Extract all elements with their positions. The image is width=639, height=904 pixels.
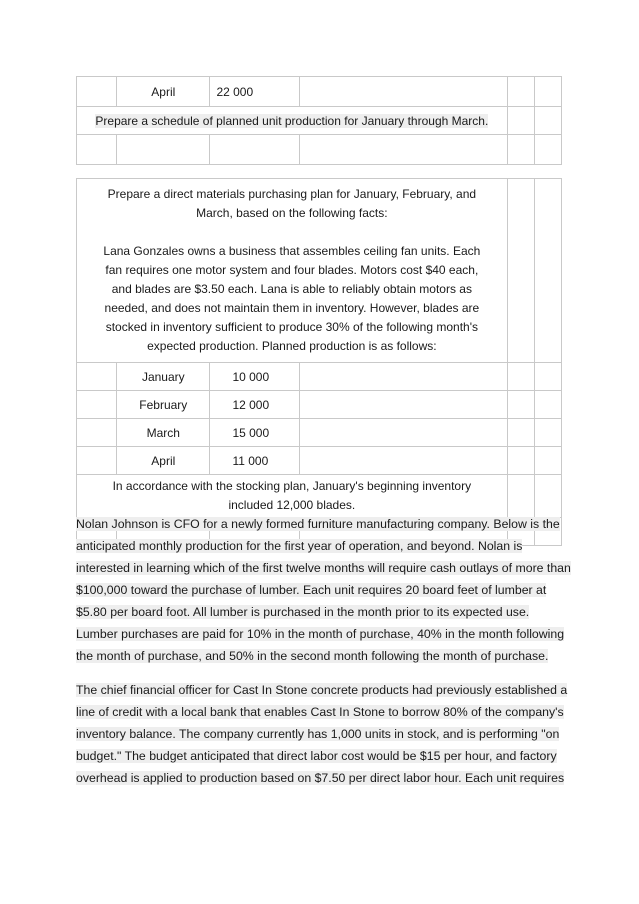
body-line-3: and blades are $3.50 each. Lana is able to reliably obtain motors as [111, 282, 472, 296]
paragraph-line: inventory balance. The company currently has 1,000 units in stock, and is performing "on [76, 727, 560, 741]
cell-empty [507, 447, 534, 475]
units-cell: 10 000 [210, 363, 300, 391]
cell-empty [77, 135, 117, 165]
cell-empty [534, 447, 561, 475]
cell-empty [534, 135, 561, 165]
cell-empty [300, 391, 507, 419]
cell-empty [534, 107, 561, 135]
paragraph-line: the month of purchase, and 50% in the second month following the month of purchase. [76, 649, 549, 663]
month-cell: February [117, 391, 210, 419]
cell-empty [77, 77, 117, 107]
cell-empty [300, 77, 507, 107]
cell-empty [77, 363, 117, 391]
cell-empty [300, 419, 507, 447]
month-cell: April [117, 77, 210, 107]
footer-line-2: included 12,000 blades. [228, 498, 356, 512]
paragraph-line: The chief financial officer for Cast In Stone concrete products had previously established a [76, 683, 568, 697]
paragraph-line: $100,000 toward the purchase of lumber. Each unit requires 20 board feet of lumber at [76, 583, 547, 597]
body-line-6: expected production. Planned production is as follows: [147, 339, 437, 353]
cell-empty [300, 135, 507, 165]
cell-empty [534, 475, 561, 518]
production-table-top [76, 76, 562, 165]
instruction-text: Prepare a schedule of planned unit production for January through March. [95, 113, 489, 128]
cell-empty [300, 447, 507, 475]
paragraph-line: overhead is applied to production based on $7.50 per direct labor hour. Each unit requires [76, 771, 565, 785]
cell-empty [300, 363, 507, 391]
units-cell: 12 000 [210, 391, 300, 419]
heading-line-2: March, based on the following facts: [196, 206, 388, 220]
lumber-problem-paragraph [76, 513, 571, 667]
cell-empty [210, 135, 300, 165]
cell-empty [117, 135, 210, 165]
units-cell: 22 000 [210, 77, 300, 107]
paragraph-line: budget." The budget anticipated that direct labor cost would be $15 per hour, and factory [76, 749, 557, 763]
cell-empty [534, 419, 561, 447]
heading-line-1: Prepare a direct materials purchasing plan for January, February, and [107, 187, 477, 201]
footer-note-cell [77, 475, 508, 518]
cell-empty [77, 419, 117, 447]
body-line-4: needed, and does not maintain them in inventory. However, blades are [104, 301, 480, 315]
body-line-5: stocked in inventory sufficient to produce 30% of the following month's [105, 320, 478, 334]
cell-empty [534, 77, 561, 107]
paragraph-line: Nolan Johnson is CFO for a newly formed furniture manufacturing company. Below is the [76, 517, 560, 531]
cell-empty [507, 77, 534, 107]
cell-empty [507, 475, 534, 518]
body-line-1: Lana Gonzales owns a business that assembles ceiling fan units. Each [103, 244, 481, 258]
problem-statement-cell [77, 179, 508, 363]
instruction-cell [77, 107, 508, 135]
units-cell: 11 000 [210, 447, 300, 475]
cell-empty [77, 391, 117, 419]
paragraph-line: interested in learning which of the first twelve months will require cash outlays of more than [76, 561, 571, 575]
paragraph-line: line of credit with a local bank that enables Cast In Stone to borrow 80% of the company's [76, 705, 564, 719]
body-line-2: fan requires one motor system and four blades. Motors cost $40 each, [105, 263, 479, 277]
month-cell: January [117, 363, 210, 391]
month-cell: March [117, 419, 210, 447]
credit-line-problem-paragraph [76, 679, 568, 789]
cell-empty [507, 363, 534, 391]
month-cell: April [117, 447, 210, 475]
paragraph-line: Lumber purchases are paid for 10% in the month of purchase, 40% in the month following [76, 627, 565, 641]
paragraph-line: anticipated monthly production for the first year of operation, and beyond. Nolan is [76, 539, 523, 553]
cell-empty [77, 447, 117, 475]
materials-table [76, 178, 562, 546]
paragraph-line: $5.80 per board foot. All lumber is purchased in the month prior to its expected use. [76, 605, 530, 619]
cell-empty [507, 419, 534, 447]
footer-line-1: In accordance with the stocking plan, January's beginning inventory [112, 479, 472, 493]
cell-empty [507, 391, 534, 419]
cell-empty [534, 363, 561, 391]
units-cell: 15 000 [210, 419, 300, 447]
cell-empty [534, 391, 561, 419]
cell-empty [507, 135, 534, 165]
cell-empty [507, 179, 534, 363]
cell-empty [507, 107, 534, 135]
cell-empty [534, 179, 561, 363]
